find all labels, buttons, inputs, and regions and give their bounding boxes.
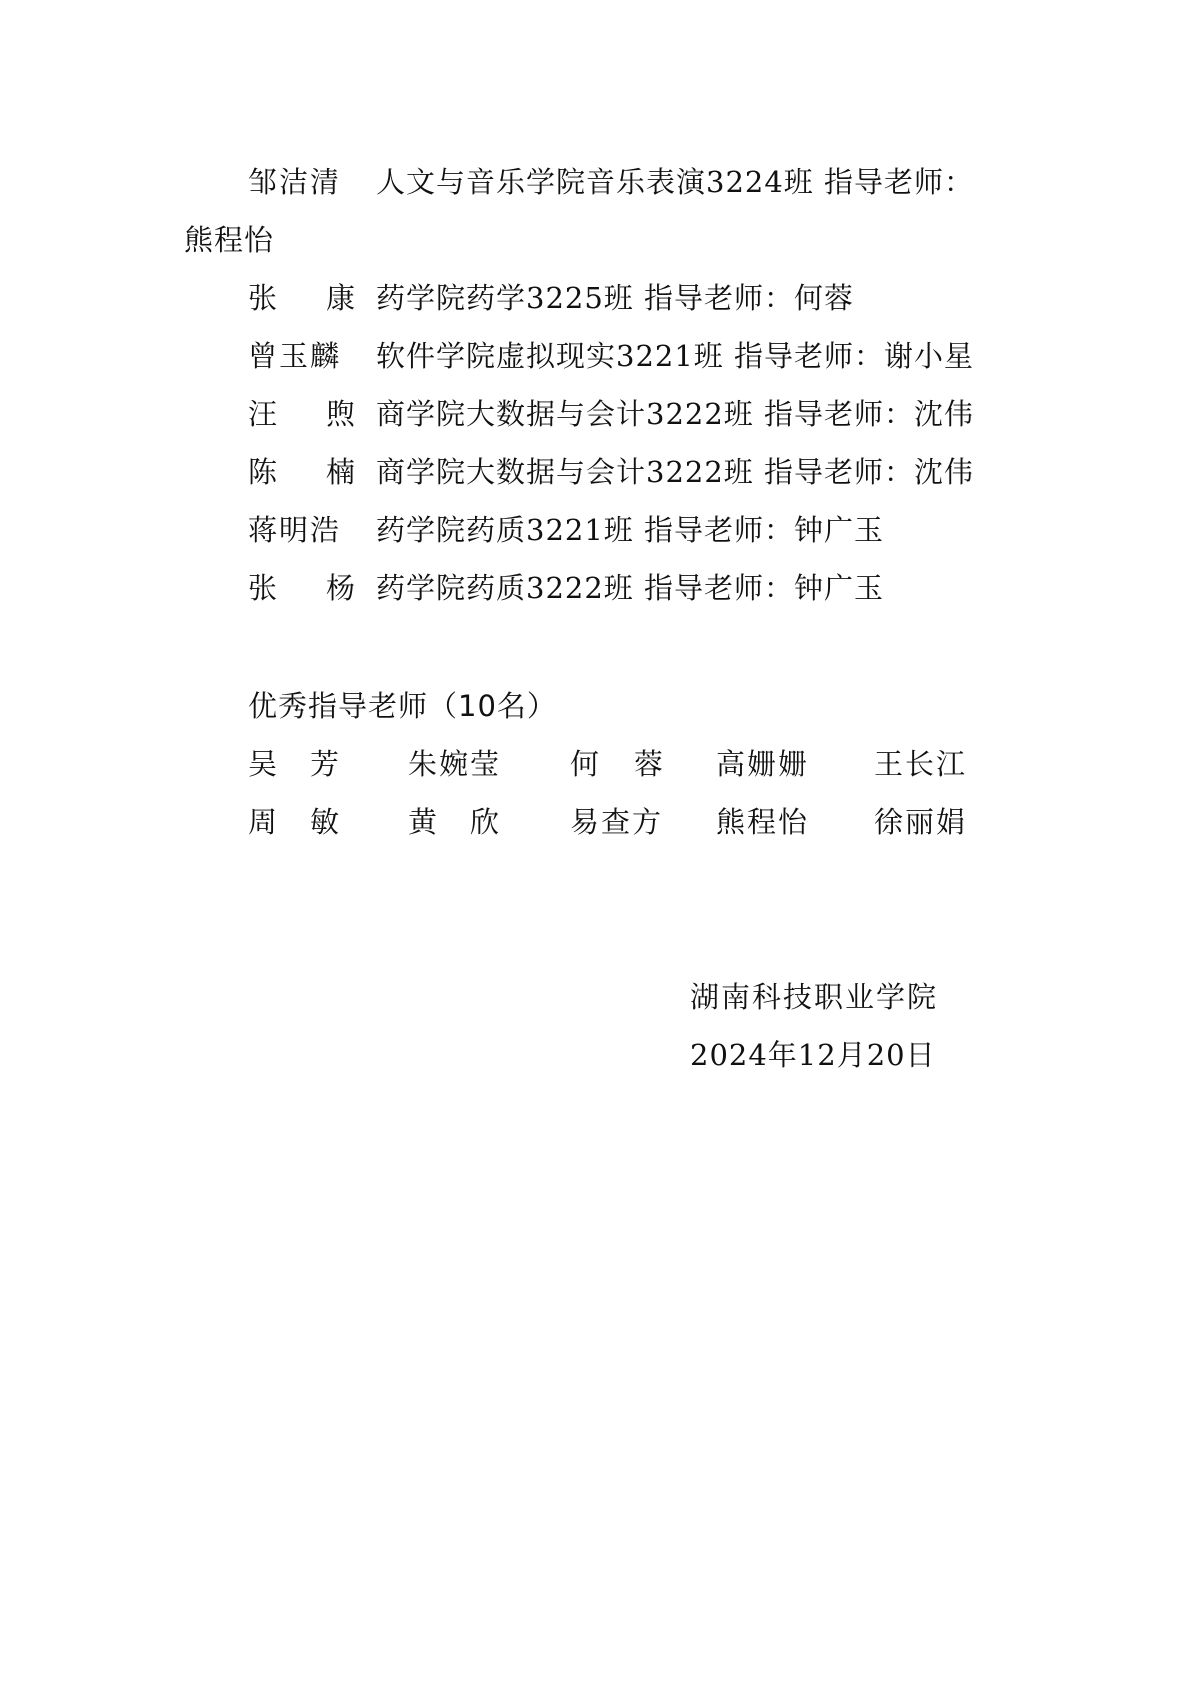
student-entry bbox=[248, 162, 974, 202]
student-info: 软件学院虚拟现实3221班 指导老师：谢小星 bbox=[376, 339, 975, 373]
student-info: 人文与音乐学院音乐表演3224班 指导老师： bbox=[376, 165, 975, 199]
student-entry-continuation bbox=[184, 220, 274, 260]
teacher-name: 吴 bbox=[248, 747, 278, 781]
teacher-name: 何 bbox=[570, 747, 600, 781]
teacher-name: 徐丽娟 bbox=[874, 805, 968, 839]
student-entry bbox=[248, 394, 974, 434]
teacher-name-part: 敏 bbox=[310, 805, 340, 839]
student-entry bbox=[248, 510, 884, 550]
student-name: 邹洁清 bbox=[248, 165, 342, 199]
signature-org: 湖南科技职业学院 bbox=[690, 980, 939, 1014]
student-info: 商学院大数据与会计3222班 指导老师：沈伟 bbox=[376, 455, 975, 489]
teacher-name: 王长江 bbox=[874, 747, 968, 781]
student-entry bbox=[248, 278, 854, 318]
teacher-name: 易查方 bbox=[570, 805, 664, 839]
student-name: 汪 煦 bbox=[248, 397, 356, 431]
student-entry bbox=[248, 568, 884, 608]
student-name: 曾玉麟 bbox=[248, 339, 342, 373]
teacher-name-part: 蓉 bbox=[634, 747, 664, 781]
student-name: 张 康 bbox=[248, 281, 356, 315]
teacher-name-part: 芳 bbox=[310, 747, 340, 781]
teachers-heading: 优秀指导老师（10名） bbox=[248, 689, 557, 723]
teacher-name: 黄 bbox=[408, 805, 438, 839]
student-name: 张 杨 bbox=[248, 571, 356, 605]
student-entry bbox=[248, 336, 974, 376]
student-info: 药学院药质3222班 指导老师：钟广玉 bbox=[376, 571, 885, 605]
student-info: 药学院药质3221班 指导老师：钟广玉 bbox=[376, 513, 885, 547]
student-name: 陈 楠 bbox=[248, 455, 356, 489]
teacher-name: 高姗姗 bbox=[716, 747, 810, 781]
teacher-name-part: 欣 bbox=[470, 805, 500, 839]
signature-date: 2024年12月20日 bbox=[690, 1038, 936, 1072]
student-name: 蒋明浩 bbox=[248, 513, 342, 547]
student-info-continuation: 熊程怡 bbox=[184, 223, 275, 257]
teacher-name: 周 bbox=[248, 805, 278, 839]
student-entry bbox=[248, 452, 974, 492]
teacher-name: 熊程怡 bbox=[716, 805, 810, 839]
student-info: 药学院药学3225班 指导老师：何蓉 bbox=[376, 281, 855, 315]
teacher-name: 朱婉莹 bbox=[408, 747, 502, 781]
student-info: 商学院大数据与会计3222班 指导老师：沈伟 bbox=[376, 397, 975, 431]
